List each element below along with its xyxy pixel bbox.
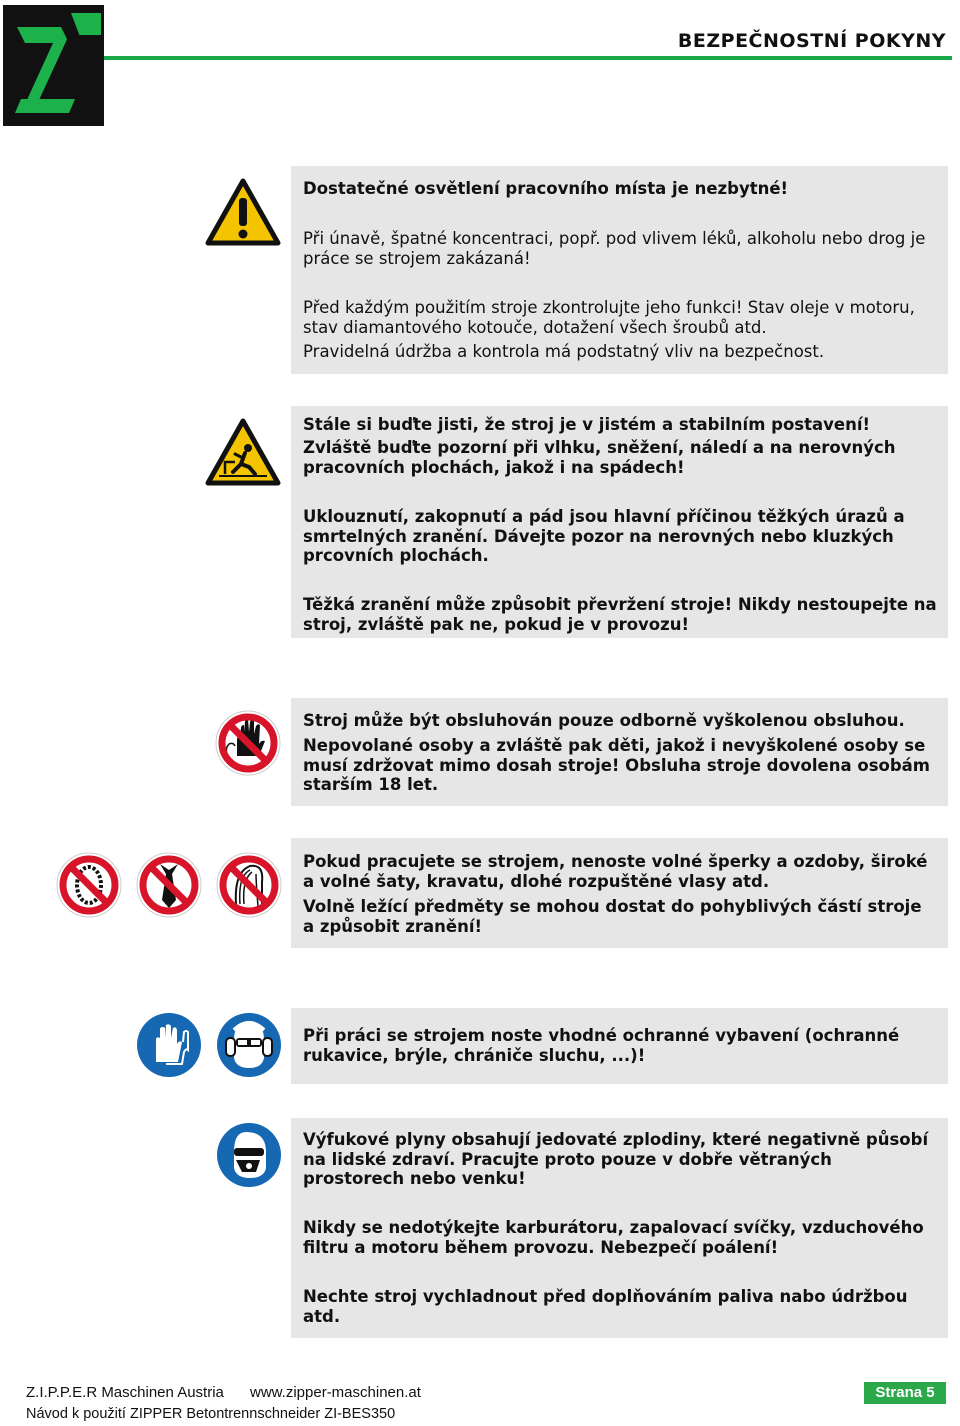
section-protective-equipment bbox=[291, 1008, 948, 1084]
no-loose-hair-icon bbox=[216, 852, 282, 922]
section-authorized-operators bbox=[291, 698, 948, 806]
no-tie-icon bbox=[136, 852, 202, 922]
warning-icon bbox=[205, 178, 281, 250]
footer-company: Z.I.P.P.E.R Maschinen Austria bbox=[26, 1384, 224, 1401]
paragraph: Nepovolané osoby a zvláště pak děti, jakož i nevyškolené osoby se musí zdržovat mimo dosah stroje! Obsluha stroje dovolena osobám starším 18 let. bbox=[303, 736, 930, 794]
footer-website[interactable]: www.zipper-maschinen.at bbox=[250, 1384, 421, 1401]
no-access-icon bbox=[215, 710, 281, 780]
paragraph: Dostatečné osvětlení pracovního místa je nezbytné! bbox=[303, 179, 789, 198]
page-number: Strana 5 bbox=[864, 1382, 946, 1404]
header-rule bbox=[104, 56, 952, 60]
goggles-earmuffs-required-icon bbox=[216, 1012, 282, 1082]
paragraph: Před každým použitím stroje zkontrolujte jeho funkci! Stav oleje v motoru, stav diamantového kotouče, dotažení všech šroubů atd. bbox=[303, 298, 915, 337]
section-exhaust-fumes bbox=[291, 1118, 948, 1338]
paragraph: Uklouznutí, zakopnutí a pád jsou hlavní příčinou těžkých úrazů a smrtelných zranění. Dávejte pozor na nerovných nebo kluzkých prcovních plochách. bbox=[303, 507, 905, 565]
page-title: BEZPEČNOSTNÍ POKYNY bbox=[677, 30, 946, 52]
paragraph: Pokud pracujete se strojem, nenoste volné šperky a ozdoby, široké a volné šaty, kravatu, dlohé rozpuštěné vlasy atd. bbox=[303, 852, 928, 891]
paragraph: Těžká zranění může způsobit převržení stroje! Nikdy nestoupejte na stroj, zvláště pak ne, pokud je v provozu! bbox=[303, 595, 937, 634]
section-loose-clothing bbox=[291, 838, 948, 948]
paragraph: Při únavě, špatné koncentraci, popř. pod vlivem léků, alkoholu nebo drog je práce se strojem zakázaná! bbox=[303, 229, 926, 268]
no-jewelry-icon bbox=[56, 852, 122, 922]
zipper-logo bbox=[3, 5, 104, 126]
paragraph: Pravidelná údržba a kontrola má podstatný vliv na bezpečnost. bbox=[303, 342, 825, 361]
section-lighting bbox=[291, 166, 948, 374]
gloves-required-icon bbox=[136, 1012, 202, 1082]
paragraph: Nechte stroj vychladnout před doplňováním paliva nabo údržbou atd. bbox=[303, 1287, 908, 1326]
paragraph: Výfukové plyny obsahují jedovaté zplodiny, které negativně působí na lidské zdraví. Pracujte proto pouze v dobře větraných prostorech nebo venku! bbox=[303, 1130, 929, 1188]
footer-manual: Návod k použití ZIPPER Betontrennschneider ZI-BES350 bbox=[26, 1406, 396, 1422]
paragraph: Volně ležící předměty se mohou dostat do pohyblivých částí stroje a způsobit zranění! bbox=[303, 897, 922, 936]
section-stability bbox=[291, 406, 948, 638]
paragraph: Stále si buďte jisti, že stroj je v jistém a stabilním postavení! bbox=[303, 415, 871, 434]
respirator-required-icon bbox=[216, 1122, 282, 1192]
paragraph: Při práci se strojem noste vhodné ochranné vybavení (ochranné rukavice, brýle, chrániče sluchu, ...)! bbox=[303, 1026, 900, 1065]
paragraph: Nikdy se nedotýkejte karburátoru, zapalovací svíčky, vzduchového filtru a motoru během provozu. Nebezpečí poálení! bbox=[303, 1218, 924, 1257]
paragraph: Zvláště buďte pozorní při vlhku, sněžení, náledí a na nerovných pracovních plochách, jakož i na spádech! bbox=[303, 438, 896, 477]
paragraph: Stroj může být obsluhován pouze odborně vyškolenou obsluhou. bbox=[303, 711, 905, 730]
slip-warning-icon bbox=[205, 418, 281, 490]
